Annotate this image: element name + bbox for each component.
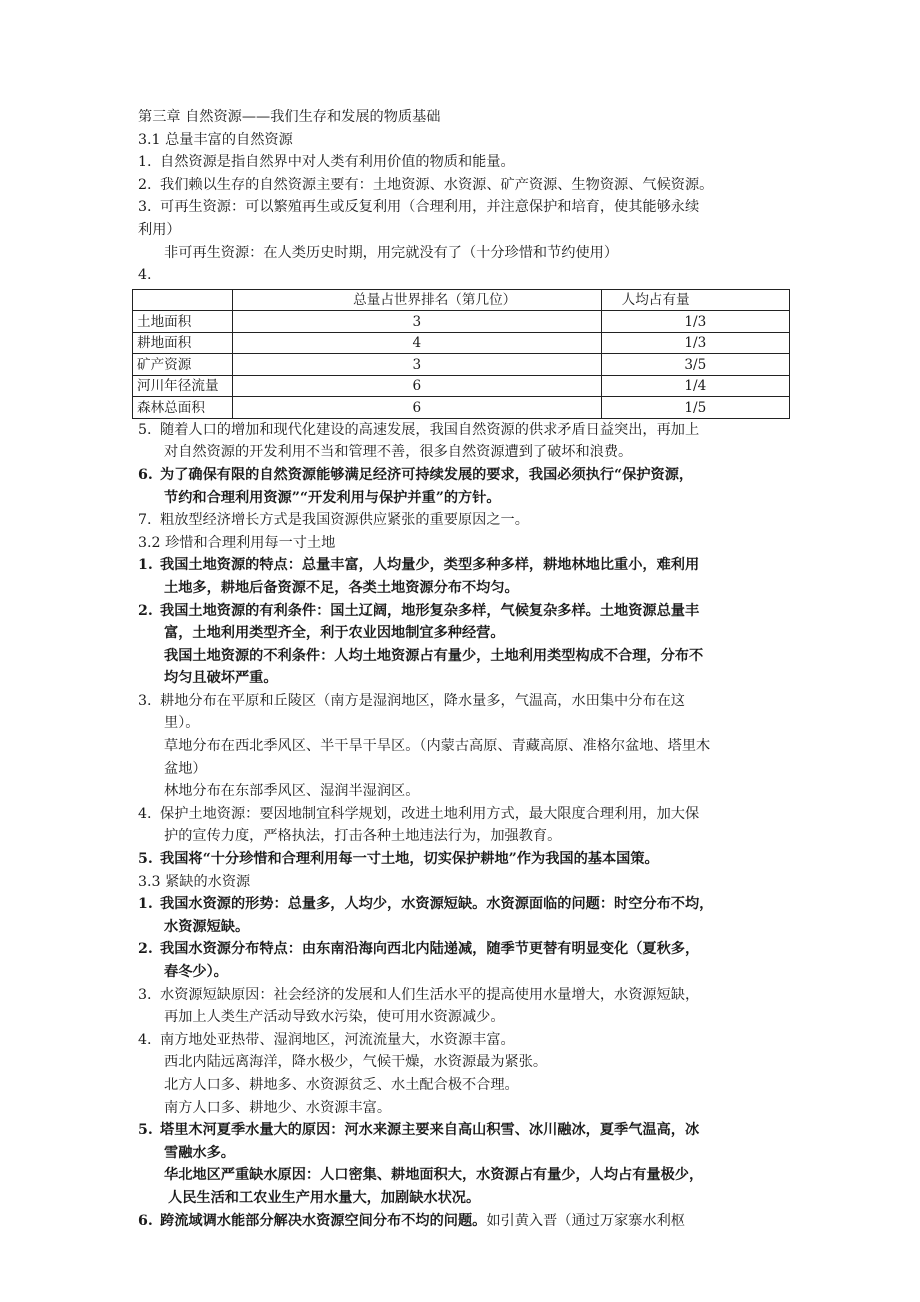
- paragraph-bold: 1. 我国水资源的形势：总量多，人均少，水资源短缺。水资源面临的问题：时空分布不均，: [138, 893, 792, 916]
- paragraph: 4. 保护土地资源：要因地制宜科学规划，改进土地利用方式，最大限度合理利用，加大保: [138, 803, 792, 826]
- table-cell: 土地面积: [133, 311, 233, 333]
- paragraph: 4. 南方地处亚热带、湿润地区，河流流量大，水资源丰富。: [138, 1029, 792, 1052]
- paragraph-continued: 林地分布在东部季风区、湿润半湿润区。: [164, 783, 420, 800]
- paragraph-continued: 利用）: [138, 221, 181, 238]
- item-number: 5.: [138, 851, 153, 868]
- paragraph-continued: 春冬少）。: [164, 964, 228, 980]
- paragraph-continued: 水资源短缺。: [164, 918, 250, 935]
- table-row: [133, 397, 790, 419]
- item-number: 2.: [138, 941, 153, 958]
- chapter-title: 第三章 自然资源——我们生存和发展的物质基础: [138, 109, 441, 125]
- paragraph-continued: 非可再生资源：在人类历史时期，用完就没有了（十分珍惜和节约使用）: [164, 244, 619, 261]
- item-number: 2.: [138, 602, 153, 619]
- paragraph-bold: 1. 我国土地资源的特点：总量丰富，人均量少，类型多种多样，耕地林地比重小，难利用: [138, 554, 792, 577]
- paragraph-continued: 对自然资源的开发利用不当和管理不善，很多自然资源遭到了破坏和浪费。: [164, 444, 633, 461]
- section-heading-3-3: 3.3 紧缺的水资源: [138, 873, 251, 890]
- item-number: 2.: [138, 176, 152, 193]
- paragraph-bold: 2. 我国土地资源的有利条件：国土辽阔，地形复杂多样，气候复杂多样。土地资源总量丰: [138, 600, 792, 623]
- paragraph-continued: 南方人口多、耕地少、水资源丰富。: [164, 1099, 392, 1116]
- resource-ranking-table: [132, 289, 790, 419]
- item-number: 3.: [138, 199, 152, 216]
- paragraph-continued: 北方人口多、耕地多、水资源贫乏、水土配合极不合理。: [164, 1076, 519, 1093]
- table-cell: 3: [233, 354, 601, 376]
- paragraph-continued: 富，土地利用类型齐全，利于农业因地制宜多种经营。: [164, 625, 505, 642]
- table-cell: 1/3: [601, 311, 789, 333]
- item-number: 3.: [138, 692, 152, 709]
- item-number: 6.: [138, 1212, 153, 1229]
- table-cell: 3/5: [601, 354, 789, 376]
- paragraph: 5. 随着人口的增加和现代化建设的高速发展，我国自然资源的供求矛盾日益突出，再加上: [138, 419, 792, 442]
- paragraph-bold: 6. 为了确保有限的自然资源能够满足经济可持续发展的要求，我国必须执行“保护资源，: [138, 464, 792, 487]
- paragraph-bold: 5. 塔里木河夏季水量大的原因：河水来源主要来自高山积雪、冰川融冰，夏季气温高，冰: [138, 1119, 792, 1142]
- paragraph: 3. 水资源短缺原因：社会经济的发展和人们生活水平的提高使用水量增大，水资源短缺，: [138, 984, 792, 1007]
- item-number: 1.: [138, 154, 152, 171]
- paragraph-continued: 土地多，耕地后备资源不足，各类土地资源分布不均匀。: [164, 579, 519, 596]
- item-number: 3.: [138, 986, 152, 1003]
- item-number: 5.: [138, 1122, 153, 1139]
- paragraph-bold: 5. 我国将“十分珍惜和合理利用每一寸土地，切实保护耕地”作为我国的基本国策。: [138, 848, 792, 871]
- item-number: 4.: [138, 267, 152, 284]
- item-number: 1.: [138, 896, 153, 913]
- item-number: 4.: [138, 805, 152, 822]
- paragraph-continued: 我国土地资源的不利条件：人均土地资源占有量少，土地利用类型构成不合理，分布不: [164, 647, 704, 664]
- document-body: [138, 106, 792, 1232]
- paragraph-continued: 雪融水多。: [164, 1144, 235, 1161]
- table-header-cell: 人均占有量: [601, 289, 789, 311]
- paragraph-continued: 均匀且破坏严重。: [164, 670, 278, 687]
- item-number: 7.: [138, 512, 152, 529]
- paragraph: [138, 1210, 792, 1233]
- table-cell: 耕地面积: [133, 332, 233, 354]
- paragraph-continued: 草地分布在西北季风区、半干旱干旱区。（内蒙古高原、青藏高原、准格尔盆地、塔里木: [164, 738, 711, 755]
- paragraph-bold: 2. 我国水资源分布特点：由东南沿海向西北内陆递减，随季节更替有明显变化（夏秋多，: [138, 938, 792, 961]
- table-row: [133, 375, 790, 397]
- table-cell: 6: [233, 397, 601, 419]
- bold-text: 跨流域调水能部分解决水资源空间分布不均的问题。: [160, 1212, 487, 1229]
- table-cell: 1/3: [601, 332, 789, 354]
- table-cell: 6: [233, 375, 601, 397]
- paragraph: 1. 自然资源是指自然界中对人类有利用价值的物质和能量。: [138, 151, 792, 174]
- table-cell: 矿产资源: [133, 354, 233, 376]
- table-cell: 3: [233, 311, 601, 333]
- table-row: [133, 311, 790, 333]
- paragraph: 2. 我们赖以生存的自然资源主要有：土地资源、水资源、矿产资源、生物资源、气候资源。: [138, 174, 792, 197]
- paragraph: 7. 粗放型经济增长方式是我国资源供应紧张的重要原因之一。: [138, 509, 792, 532]
- table-cell: 1/4: [601, 375, 789, 397]
- table-cell: 4: [233, 332, 601, 354]
- paragraph-continued: 西北内陆远离海洋，降水极少，气候干燥，水资源最为紧张。: [164, 1054, 548, 1071]
- section-heading-3-1: 3.1 总量丰富的自然资源: [138, 131, 293, 148]
- item-number: 5.: [138, 421, 152, 438]
- paragraph-continued: 盆地）: [164, 760, 207, 777]
- paragraph-continued: 人民生活和工农业生产用水量大，加剧缺水状况。: [168, 1189, 481, 1206]
- paragraph-continued: 护的宣传力度，严格执法，打击各种土地违法行为，加强教育。: [164, 828, 562, 845]
- table-header-row: [133, 289, 790, 311]
- table-header-cell: [133, 289, 233, 311]
- table-cell: 森林总面积: [133, 397, 233, 419]
- paragraph-continued: 里）。: [164, 715, 200, 732]
- section-heading-3-2: 3.2 珍惜和合理利用每一寸土地: [138, 534, 336, 551]
- item-number: 6.: [138, 466, 153, 483]
- item-number: 4.: [138, 1031, 152, 1048]
- table-header-cell: 总量占世界排名（第几位）: [233, 289, 601, 311]
- plain-text: 如引黄入晋（通过万家寨水利枢: [486, 1212, 685, 1229]
- table-cell: 1/5: [601, 397, 789, 419]
- paragraph-continued: 节约和合理利用资源”“开发利用与保护并重”的方针。: [164, 489, 501, 506]
- table-row: [133, 332, 790, 354]
- table-row: [133, 354, 790, 376]
- table-cell: 河川年径流量: [133, 375, 233, 397]
- paragraph-continued: 华北地区严重缺水原因：人口密集、耕地面积大，水资源占有量少，人均占有量极少，: [164, 1167, 704, 1184]
- paragraph: 3. 耕地分布在平原和丘陵区（南方是湿润地区，降水量多，气温高，水田集中分布在这: [138, 690, 792, 713]
- item-number: 1.: [138, 557, 153, 574]
- paragraph-continued: 再加上人类生产活动导致水污染，使可用水资源减少。: [164, 1009, 505, 1026]
- paragraph: 3. 可再生资源：可以繁殖再生或反复利用（合理利用，并注意保护和培育，使其能够永续: [138, 196, 792, 219]
